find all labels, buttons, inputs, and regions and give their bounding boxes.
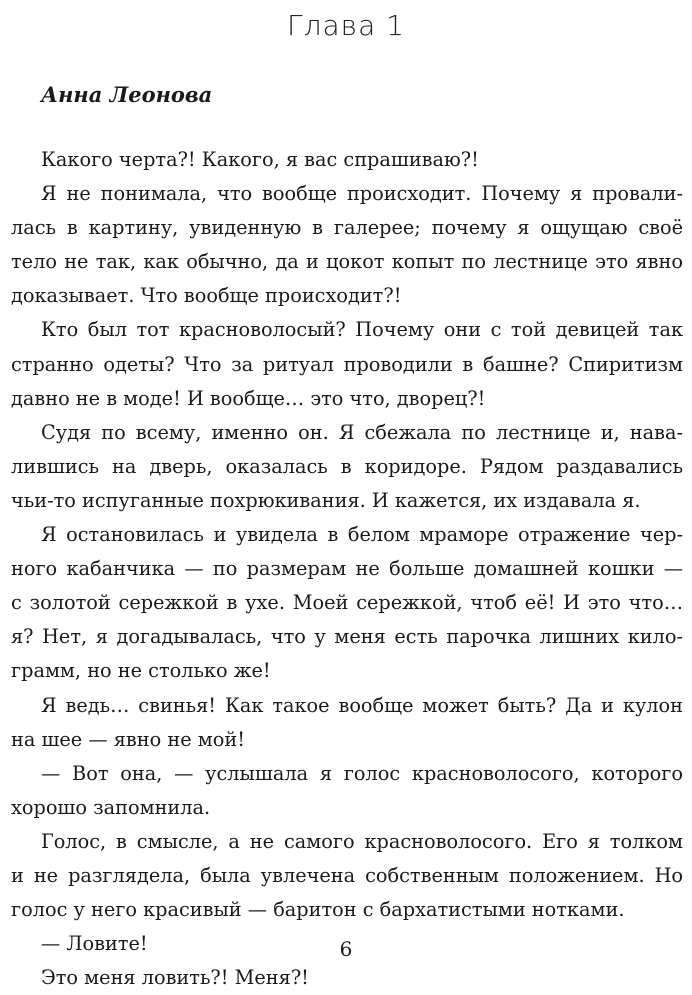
paragraph [11, 177, 683, 313]
text-line: голос у него красивый — баритон с бархатистыми нотками. [11, 898, 625, 922]
paragraph [11, 313, 683, 415]
text-line: я? Нет, я догадывалась, что у меня есть парочка лишних кило- [11, 625, 683, 649]
text-line: Это меня ловить?! Меня?! [41, 966, 309, 990]
text-line: с золотой сережкой в ухе. Моей сережкой, чтоб её! И это что… [11, 591, 683, 615]
text-line: лившись на дверь, оказалась в коридоре. Рядом раздавались [11, 454, 683, 478]
paragraph [11, 961, 683, 995]
paragraph [11, 757, 683, 825]
text-line: чьи-то испуганные похрюкивания. И кажется, их издавала я. [11, 488, 641, 512]
author-name: Анна Леонова [41, 82, 213, 107]
text-line: на шее — явно не мой! [11, 727, 245, 751]
text-line: Кто был тот красноволосый? Почему они с той девицей так [41, 318, 683, 342]
text-line: и не разглядела, была увлечена собственным положением. Но [11, 863, 683, 887]
text-line: Я не понимала, что вообще происходит. Почему я провали- [41, 182, 683, 206]
text-line: — Ловите! [41, 932, 148, 956]
text-line: тело не так, как обычно, да и цокот копыт по лестнице это явно [11, 250, 683, 274]
paragraph [11, 825, 683, 927]
page-number: 6 [339, 937, 353, 961]
body-text [11, 143, 683, 995]
text-line: доказывает. Что вообще происходит?! [11, 284, 402, 308]
text-line: грамм, но не столько же! [11, 659, 271, 683]
text-line: Судя по всему, именно он. Я сбежала по лестнице и, нава- [41, 420, 683, 444]
paragraph [11, 518, 683, 688]
text-line: Я остановилась и увидела в белом мраморе отражение чер- [41, 523, 683, 547]
text-line: давно не в моде! И вообще… это что, дворец?! [11, 386, 486, 410]
paragraph [11, 416, 683, 518]
text-line: странно одеты? Что за ритуал проводили в башне? Спиритизм [11, 352, 683, 376]
text-line: ного кабанчика — по размерам не больше домашней кошки — [11, 557, 683, 581]
text-line: — Вот она, — услышала я голос красноволосого, которого [41, 761, 683, 785]
text-line: Я ведь… свинья! Как такое вообще может быть? Да и кулон [41, 693, 683, 717]
text-line: хорошо запомнила. [11, 795, 211, 819]
text-line: Голос, в смысле, а не самого красноволосого. Его я толком [41, 829, 683, 853]
text-line: лась в картину, увиденную в галерее; почему я ощущаю своё [11, 216, 683, 240]
paragraph [11, 143, 683, 177]
text-line: Какого черта?! Какого, я вас спрашиваю?! [41, 148, 479, 171]
chapter-title: Глава 1 [287, 9, 405, 42]
paragraph [11, 689, 683, 757]
